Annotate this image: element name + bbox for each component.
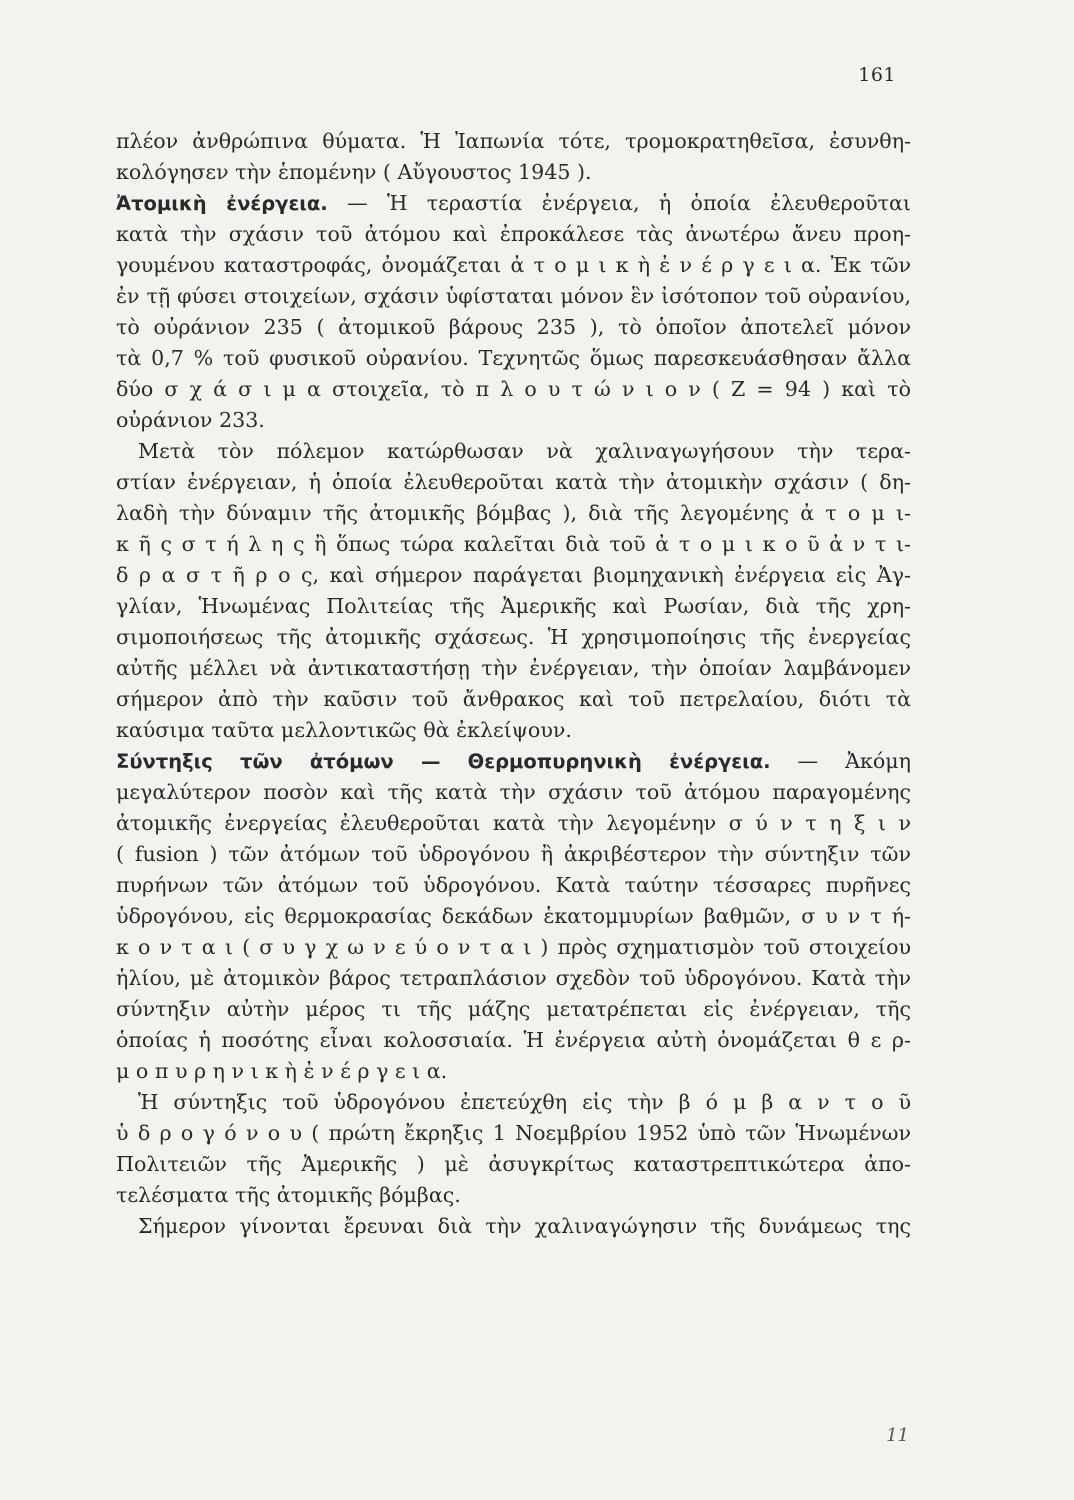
section-heading: Σύντηξις τῶν ἀτόμων — Θερμοπυρηνικὴ ἐνέργεια. <box>116 750 771 773</box>
body-text <box>116 126 911 1242</box>
text-line: γλίαν, Ἡνωμένας Πολιτείας τῆς Ἀμερικῆς καὶ Ρωσίαν, διὰ τῆς χρη- <box>116 594 911 618</box>
text-line: ὑδρογόνου, εἰς θερμοκρασίας δεκάδων ἑκατομμυρίων βαθμῶν, σ υ ν τ ή- <box>116 904 911 928</box>
text-line: κατὰ τὴν σχάσιν τοῦ ἀτόμου καὶ ἐπροκάλεσε τὰς ἀνωτέρω ἄνευ προη- <box>116 222 911 246</box>
text-line: στίαν ἐνέργειαν, ἡ ὁποία ἐλευθεροῦται κατὰ τὴν ἀτομικὴν σχάσιν ( δη- <box>116 470 911 494</box>
text-line: σιμοποιήσεως τῆς ἀτομικῆς σχάσεως. Ἡ χρησιμοποίησις τῆς ἐνεργείας <box>116 625 911 649</box>
text-line: μ ο π υ ρ η ν ι κ ὴ ἐ ν έ ρ γ ε ι α. <box>116 1059 448 1083</box>
text-line: οὐράνιον 233. <box>116 408 265 432</box>
section-heading: Ἀτομικὴ ἐνέργεια. <box>116 192 328 215</box>
text-line: μεγαλύτερον ποσὸν καὶ τῆς κατὰ τὴν σχάσιν τοῦ ἀτόμου παραγομένης <box>116 780 911 804</box>
text-line: λαδὴ τὴν δύναμιν τῆς ἀτομικῆς βόμβας ), διὰ τῆς λεγομένης ἀ τ ο μ ι- <box>116 501 911 525</box>
text-line: πλέον ἀνθρώπινα θύματα. Ἡ Ἰαπωνία τότε, τρομοκρατηθεῖσα, ἐσυνθη- <box>116 129 911 153</box>
text-line: κ ῆ ς σ τ ή λ η ς ἢ ὅπως τώρα καλεῖται διὰ τοῦ ἀ τ ο μ ι κ ο ῦ ἀ ν τ ι- <box>116 532 911 556</box>
text-line: τὰ 0,7 % τοῦ φυσικοῦ οὐρανίου. Τεχνητῶς ὅμως παρεσκευάσθησαν ἄλλα <box>116 346 911 370</box>
text-line: δ ρ α σ τ ῆ ρ ο ς, καὶ σήμερον παράγεται βιομηχανικὴ ἐνέργεια εἰς Ἀγ- <box>116 563 911 587</box>
text-line: ὁποίας ἡ ποσότης εἶναι κολοσσιαία. Ἡ ἐνέργεια αὐτὴ ὀνομάζεται θ ε ρ- <box>116 1028 911 1052</box>
text-line: τὸ οὐράνιον 235 ( ἀτομικοῦ βάρους 235 ), τὸ ὁποῖον ἀποτελεῖ μόνον <box>116 315 911 339</box>
text-line: ( fusion ) τῶν ἀτόμων τοῦ ὑδρογόνου ἢ ἀκριβέστερον τὴν σύντηξιν τῶν <box>116 842 911 866</box>
text-line: πυρήνων τῶν ἀτόμων τοῦ ὑδρογόνου. Κατὰ ταύτην τέσσαρες πυρῆνες <box>116 873 911 897</box>
text-line: δύο σ χ ά σ ι μ α στοιχεῖα, τὸ π λ ο υ τ ώ ν ι ο ν ( Ζ = 94 ) καὶ τὸ <box>116 377 911 401</box>
text-line: ἐν τῇ φύσει στοιχείων, σχάσιν ὑφίσταται μόνον ἓν ἰσότοπον τοῦ οὐρανίου, <box>116 284 911 308</box>
page-number: 161 <box>858 64 896 86</box>
section-heading-line <box>116 746 911 777</box>
text-line-rest: — Ἀκόμη <box>770 749 911 773</box>
text-line: καύσιμα ταῦτα μελλοντικῶς θὰ ἐκλείψουν. <box>116 718 572 742</box>
text-line: κολόγησεν τὴν ἑπομένην ( Αὔγουστος 1945 ). <box>116 160 592 184</box>
text-line: Πολιτειῶν τῆς Ἀμερικῆς ) μὲ ἀσυγκρίτως καταστρεπτικώτερα ἀπο- <box>116 1152 911 1176</box>
text-line: τελέσματα τῆς ἀτομικῆς βόμβας. <box>116 1183 461 1207</box>
text-line: Ἡ σύντηξις τοῦ ὑδρογόνου ἐπετεύχθη εἰς τὴν β ό μ β α ν τ ο ῦ <box>138 1090 911 1114</box>
section-heading-line <box>116 188 911 219</box>
text-line: αὐτῆς μέλλει νὰ ἀντικαταστήσῃ τὴν ἐνέργειαν, τὴν ὁποίαν λαμβάνομεν <box>116 656 911 680</box>
text-line: κ ο ν τ α ι ( σ υ γ χ ω ν ε ύ ο ν τ α ι ) πρὸς σχηματισμὸν τοῦ στοιχείου <box>116 935 911 959</box>
text-line: σύντηξιν αὐτὴν μέρος τι τῆς μάζης μετατρέπεται εἰς ἐνέργειαν, τῆς <box>116 997 911 1021</box>
text-line: Σήμερον γίνονται ἔρευναι διὰ τὴν χαλιναγώγησιν τῆς δυνάμεως της <box>138 1214 911 1238</box>
text-line: ὑ δ ρ ο γ ό ν ο υ ( πρώτη ἔκρηξις 1 Νοεμβρίου 1952 ὑπὸ τῶν Ἡνωμένων <box>116 1121 911 1145</box>
text-line: σήμερον ἀπὸ τὴν καῦσιν τοῦ ἄνθρακος καὶ τοῦ πετρελαίου, διότι τὰ <box>116 687 911 711</box>
text-line: Μετὰ τὸν πόλεμον κατώρθωσαν νὰ χαλιναγωγήσουν τὴν τερα- <box>138 439 911 463</box>
signature-mark: 11 <box>886 1425 909 1446</box>
text-line: ἀτομικῆς ἐνεργείας ἐλευθεροῦται κατὰ τὴν λεγομένην σ ύ ν τ η ξ ι ν <box>116 811 911 835</box>
text-line: ἡλίου, μὲ ἀτομικὸν βάρος τετραπλάσιον σχεδὸν τοῦ ὑδρογόνου. Κατὰ τὴν <box>116 966 911 990</box>
text-line: γουμένου καταστροφάς, ὀνομάζεται ἀ τ ο μ ι κ ὴ ἐ ν έ ρ γ ε ι α. Ἐκ τῶν <box>116 253 911 277</box>
text-line-rest: — Ἡ τεραστία ἐνέργεια, ἡ ὁποία ἐλευθεροῦται <box>327 191 911 215</box>
